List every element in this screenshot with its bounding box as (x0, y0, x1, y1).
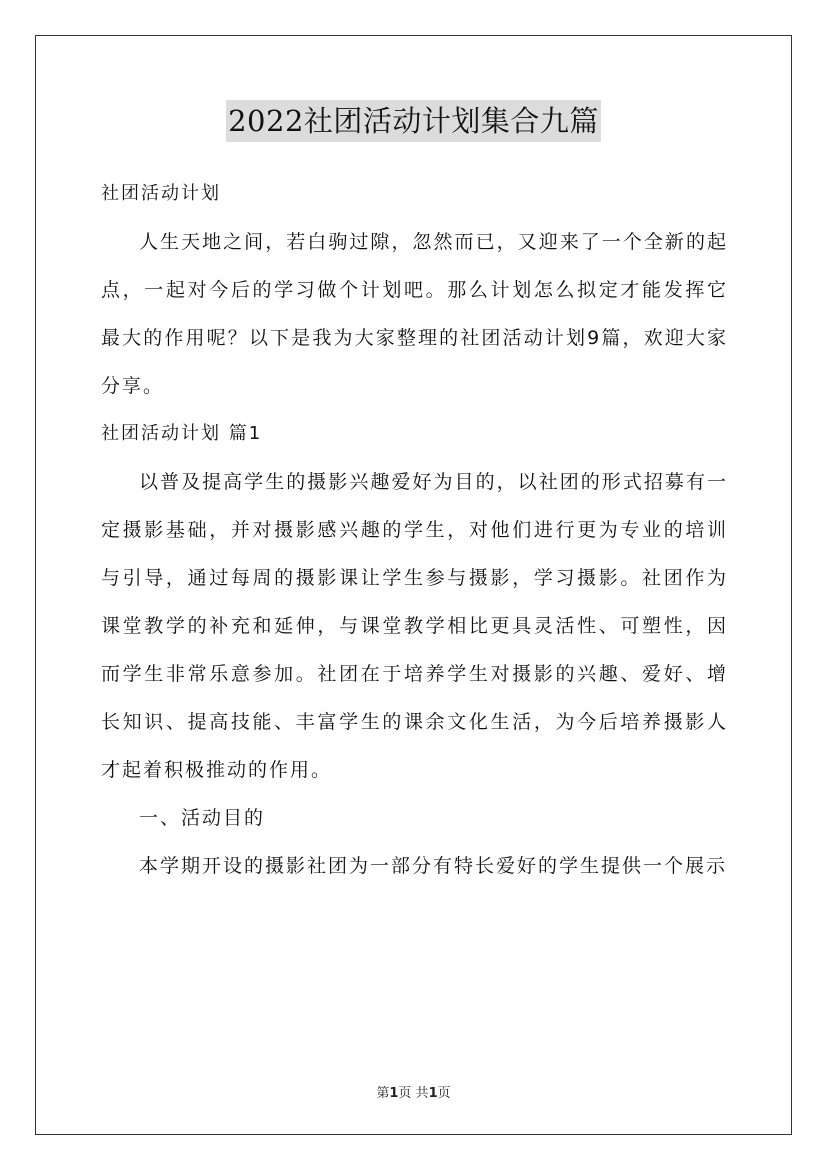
footer-page-total: 1 (428, 1086, 438, 1101)
intro-paragraph: 人生天地之间，若白驹过隙，忽然而已，又迎来了一个全新的起点，一起对今后的学习做个计划吧。那么计划怎么拟定才能发挥它最大的作用呢？以下是我为大家整理的社团活动计划9篇，欢迎大家分享。 (101, 231, 728, 397)
footer-page-mid: 页 共 (398, 1086, 429, 1101)
subsection-heading: 一、活动目的 (139, 807, 266, 829)
section-heading: 社团活动计划 篇1 (101, 423, 263, 444)
page-footer (0, 1082, 827, 1101)
section-paragraph: 以普及提高学生的摄影兴趣爱好为目的，以社团的形式招募有一定摄影基础，并对摄影感兴趣的学生，对他们进行更为专业的培训与引导，通过每周的摄影课让学生参与摄影，学习摄影。社团作为课堂教学的补充和延伸，与课堂教学相比更具灵活性、可塑性，因而学生非常乐意参加。社团在于培养学生对摄影的兴趣、爱好、增长知识、提高技能、丰富学生的课余文化生活，为今后培养摄影人才起着积极推动的作用。 (101, 471, 728, 781)
intro-heading: 社团活动计划 (101, 183, 221, 204)
footer-page-prefix: 第 (376, 1086, 390, 1101)
subsection-paragraph: 本学期开设的摄影社团为一部分有特长爱好的学生提供一个展示 (139, 855, 728, 877)
document-title: 2022社团活动计划集合九篇 (226, 100, 601, 142)
document-body (101, 170, 728, 890)
footer-page-suffix: 页 (437, 1086, 451, 1101)
footer-page-current: 1 (389, 1086, 399, 1101)
title-container (0, 100, 827, 142)
